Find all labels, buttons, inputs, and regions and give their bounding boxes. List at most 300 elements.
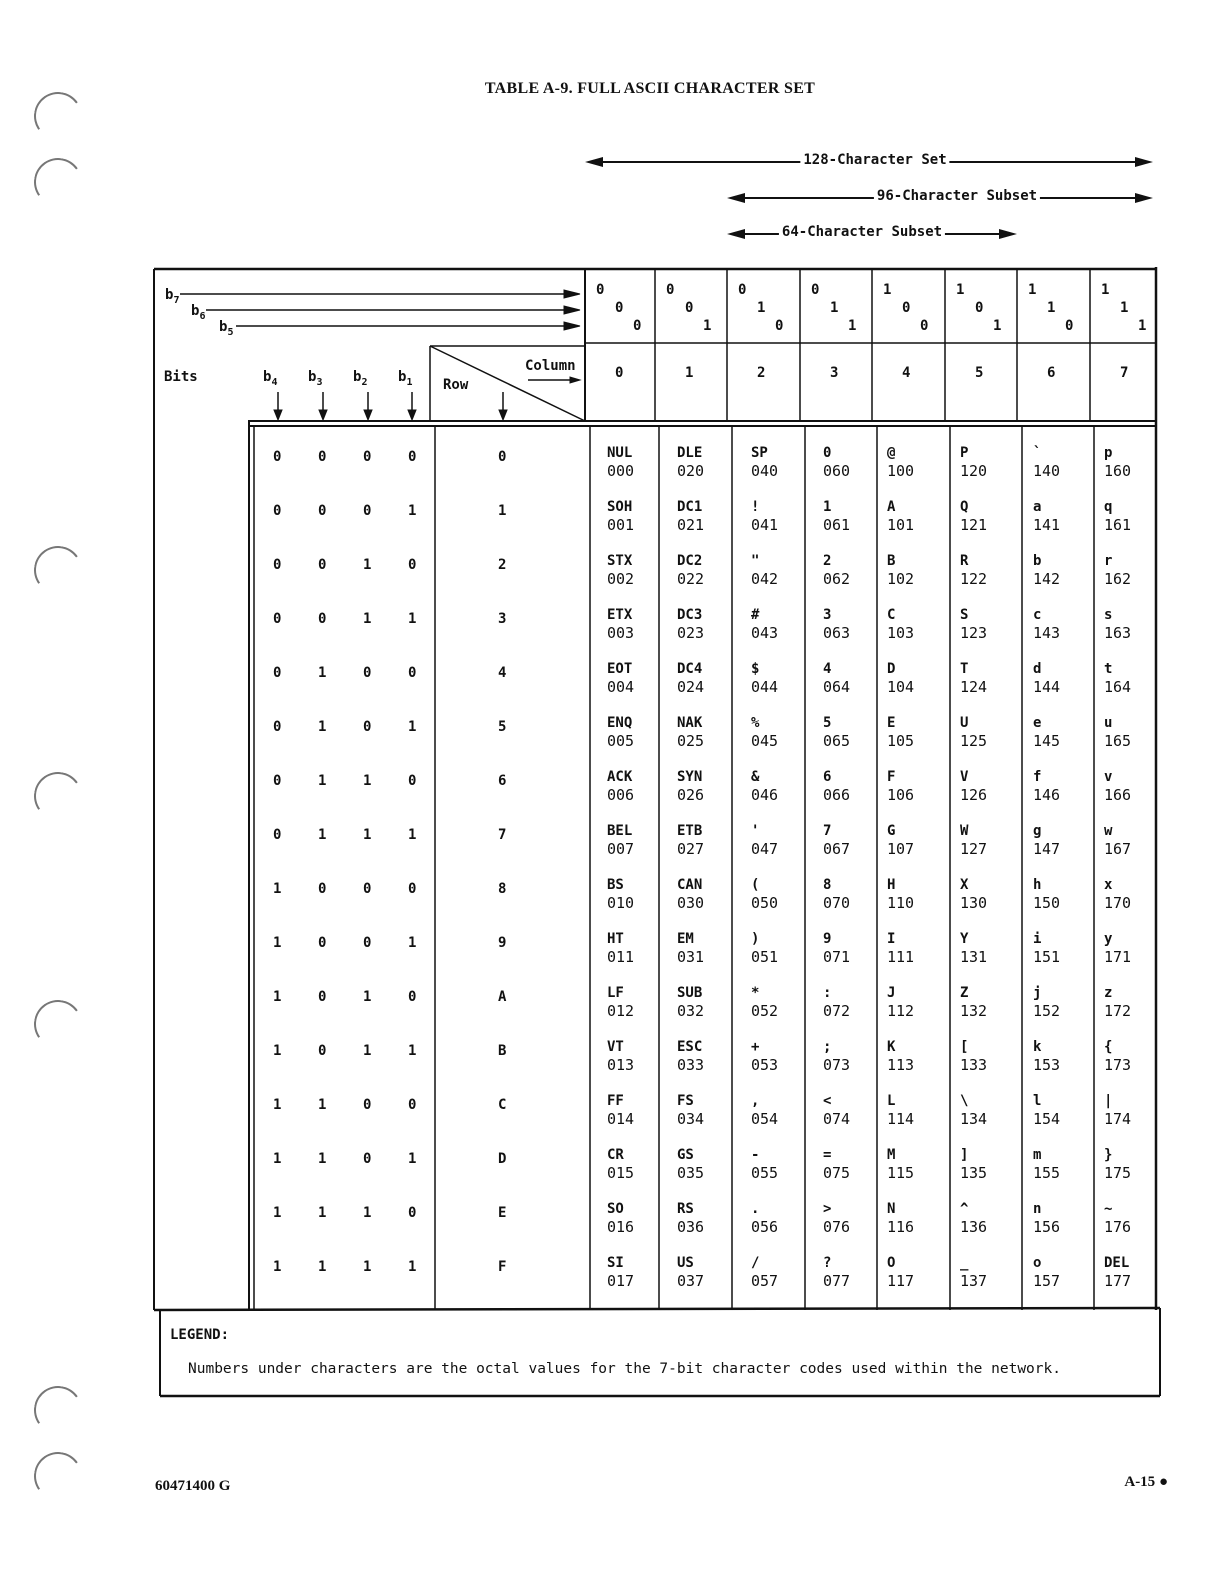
char-cell <box>1033 1200 1060 1236</box>
row-bit: 0 <box>363 1151 372 1167</box>
char-octal: 141 <box>1033 516 1061 534</box>
char-cell <box>823 876 850 912</box>
char-octal: 033 <box>677 1056 705 1074</box>
char-octal: 174 <box>1104 1110 1132 1128</box>
char-octal: 132 <box>960 1002 988 1020</box>
char-octal: 021 <box>677 516 705 534</box>
char-cell <box>887 660 914 696</box>
char-octal: 044 <box>751 678 779 696</box>
char-cell <box>823 1254 850 1290</box>
char-symbol: < <box>823 1093 832 1109</box>
char-cell <box>1033 876 1060 912</box>
char-octal: 003 <box>607 624 635 642</box>
char-symbol: G <box>887 823 896 839</box>
char-symbol: @ <box>887 445 896 461</box>
char-octal: 135 <box>960 1164 988 1182</box>
char-octal: 065 <box>823 732 851 750</box>
row-bit: 0 <box>273 503 282 519</box>
char-octal: 136 <box>960 1218 988 1236</box>
row-bit: 1 <box>273 881 282 897</box>
row-bit: 0 <box>273 827 282 843</box>
char-symbol: EM <box>677 931 694 947</box>
char-octal: 167 <box>1104 840 1132 858</box>
column-number: 2 <box>757 365 766 381</box>
char-cell <box>1104 498 1131 534</box>
row-bit: 1 <box>318 773 327 789</box>
char-symbol: O <box>887 1255 896 1271</box>
char-octal: 020 <box>677 462 705 480</box>
char-octal: 173 <box>1104 1056 1132 1074</box>
char-octal: 024 <box>677 678 705 696</box>
char-symbol: ( <box>751 877 760 893</box>
char-octal: 177 <box>1104 1272 1132 1290</box>
char-symbol: SOH <box>607 499 633 515</box>
row-bit: 1 <box>408 1259 417 1275</box>
column-bit-b5: 0 <box>1065 318 1074 334</box>
char-octal: 145 <box>1033 732 1061 750</box>
char-cell <box>887 1092 914 1128</box>
char-octal: 150 <box>1033 894 1061 912</box>
char-symbol: F <box>887 769 896 785</box>
char-symbol: 5 <box>823 715 832 731</box>
char-octal: 123 <box>960 624 988 642</box>
char-symbol: W <box>960 823 969 839</box>
char-octal: 100 <box>887 462 915 480</box>
char-symbol: m <box>1033 1147 1042 1163</box>
char-octal: 152 <box>1033 1002 1061 1020</box>
char-symbol: / <box>751 1255 760 1271</box>
char-cell <box>751 1092 778 1128</box>
char-symbol: SP <box>751 445 768 461</box>
char-symbol: u <box>1104 715 1113 731</box>
row-bit: 0 <box>273 449 282 465</box>
row-bit: 0 <box>273 665 282 681</box>
column-bit-b5: 1 <box>1138 318 1147 334</box>
char-cell <box>751 1254 778 1290</box>
row-bit: 1 <box>273 1205 282 1221</box>
char-cell <box>1104 1146 1131 1182</box>
column-number: 5 <box>975 365 984 381</box>
char-symbol: q <box>1104 499 1113 515</box>
char-cell <box>677 1146 704 1182</box>
char-symbol: ; <box>823 1039 832 1055</box>
row-bit: 1 <box>318 1259 327 1275</box>
row-bit: 0 <box>273 719 282 735</box>
char-symbol: _ <box>960 1255 969 1271</box>
char-octal: 121 <box>960 516 988 534</box>
char-octal: 133 <box>960 1056 988 1074</box>
char-symbol: EOT <box>607 661 633 677</box>
column-bit-b5: 0 <box>633 318 642 334</box>
char-octal: 157 <box>1033 1272 1061 1290</box>
char-cell <box>677 1038 704 1074</box>
char-octal: 043 <box>751 624 779 642</box>
char-octal: 041 <box>751 516 779 534</box>
char-octal: 144 <box>1033 678 1061 696</box>
char-cell <box>887 606 914 642</box>
char-cell <box>751 714 778 750</box>
char-octal: 151 <box>1033 948 1061 966</box>
column-bit-b7: 1 <box>956 282 965 298</box>
char-cell <box>751 552 778 588</box>
char-octal: 071 <box>823 948 851 966</box>
char-cell <box>677 714 704 750</box>
row-bit: 0 <box>363 449 372 465</box>
row-bit: 1 <box>273 935 282 951</box>
char-octal: 107 <box>887 840 915 858</box>
char-octal: 037 <box>677 1272 705 1290</box>
row-bit: 1 <box>318 827 327 843</box>
char-cell <box>1033 552 1060 588</box>
column-number: 1 <box>685 365 694 381</box>
char-octal: 010 <box>607 894 635 912</box>
char-symbol: l <box>1033 1093 1042 1109</box>
char-symbol: A <box>887 499 896 515</box>
char-octal: 161 <box>1104 516 1132 534</box>
char-symbol: a <box>1033 499 1042 515</box>
char-cell <box>1033 1254 1060 1290</box>
char-cell <box>1104 1038 1131 1074</box>
char-cell <box>607 1200 634 1236</box>
char-symbol: SI <box>607 1255 624 1271</box>
char-cell <box>751 768 778 804</box>
char-symbol: FF <box>607 1093 624 1109</box>
char-symbol: ENQ <box>607 715 633 731</box>
char-cell <box>887 984 914 1020</box>
char-octal: 040 <box>751 462 779 480</box>
column-bit-b7: 0 <box>738 282 747 298</box>
char-octal: 056 <box>751 1218 779 1236</box>
char-octal: 113 <box>887 1056 915 1074</box>
column-bit-b7: 1 <box>1101 282 1110 298</box>
char-octal: 022 <box>677 570 705 588</box>
char-octal: 131 <box>960 948 988 966</box>
char-octal: 027 <box>677 840 705 858</box>
char-octal: 142 <box>1033 570 1061 588</box>
row-bit: 1 <box>408 719 417 735</box>
row-bit: 1 <box>273 1151 282 1167</box>
char-octal: 073 <box>823 1056 851 1074</box>
char-octal: 165 <box>1104 732 1132 750</box>
char-symbol: % <box>751 715 760 731</box>
char-octal: 176 <box>1104 1218 1132 1236</box>
char-symbol: k <box>1033 1039 1042 1055</box>
subset-96-label: 96-Character Subset <box>874 188 1040 204</box>
char-cell <box>1033 984 1060 1020</box>
char-symbol: n <box>1033 1201 1042 1217</box>
char-symbol: } <box>1104 1147 1113 1163</box>
char-symbol: f <box>1033 769 1042 785</box>
char-symbol: + <box>751 1039 760 1055</box>
char-octal: 067 <box>823 840 851 858</box>
row-bit: 1 <box>363 1043 372 1059</box>
char-cell <box>887 714 914 750</box>
column-bit-b5: 1 <box>848 318 857 334</box>
row-bit: 1 <box>363 773 372 789</box>
b1-label: $b_1$ <box>398 369 413 388</box>
char-octal: 147 <box>1033 840 1061 858</box>
row-bit: 0 <box>363 719 372 735</box>
char-octal: 032 <box>677 1002 705 1020</box>
char-symbol: 7 <box>823 823 832 839</box>
char-cell <box>607 444 634 480</box>
column-bit-b6: 0 <box>685 300 694 316</box>
char-cell <box>823 714 850 750</box>
char-cell <box>677 606 704 642</box>
char-octal: 127 <box>960 840 988 858</box>
char-cell <box>960 930 987 966</box>
char-symbol: 6 <box>823 769 832 785</box>
row-bit: 1 <box>363 557 372 573</box>
char-octal: 075 <box>823 1164 851 1182</box>
char-symbol: N <box>887 1201 896 1217</box>
char-cell <box>751 498 778 534</box>
char-octal: 051 <box>751 948 779 966</box>
char-cell <box>823 822 850 858</box>
char-cell <box>887 876 914 912</box>
char-symbol: ) <box>751 931 760 947</box>
row-bit: 0 <box>408 557 417 573</box>
b5-label: $b_5$ <box>219 319 234 338</box>
char-octal: 052 <box>751 1002 779 1020</box>
char-octal: 031 <box>677 948 705 966</box>
char-cell <box>887 1146 914 1182</box>
char-cell <box>1104 1254 1131 1290</box>
char-cell <box>1033 444 1060 480</box>
column-bit-b6: 0 <box>615 300 624 316</box>
char-octal: 062 <box>823 570 851 588</box>
char-cell <box>677 1200 704 1236</box>
char-cell <box>1104 552 1131 588</box>
row-number: 7 <box>498 827 507 843</box>
char-octal: 015 <box>607 1164 635 1182</box>
char-cell <box>1033 606 1060 642</box>
row-bit: 0 <box>408 665 417 681</box>
char-octal: 034 <box>677 1110 705 1128</box>
char-octal: 104 <box>887 678 915 696</box>
char-cell <box>677 984 704 1020</box>
char-octal: 163 <box>1104 624 1132 642</box>
char-octal: 153 <box>1033 1056 1061 1074</box>
char-symbol: V <box>960 769 969 785</box>
char-cell <box>887 1200 914 1236</box>
char-octal: 130 <box>960 894 988 912</box>
row-number: 3 <box>498 611 507 627</box>
char-cell <box>607 876 634 912</box>
char-symbol: - <box>751 1147 760 1163</box>
column-bit-b5: 0 <box>920 318 929 334</box>
char-octal: 023 <box>677 624 705 642</box>
char-cell <box>607 660 634 696</box>
char-octal: 014 <box>607 1110 635 1128</box>
char-cell <box>823 660 850 696</box>
char-cell <box>960 660 987 696</box>
row-bit: 0 <box>408 1097 417 1113</box>
char-octal: 061 <box>823 516 851 534</box>
column-bit-b6: 1 <box>757 300 766 316</box>
char-symbol: C <box>887 607 896 623</box>
row-bit: 1 <box>273 989 282 1005</box>
char-cell <box>1033 930 1060 966</box>
char-cell <box>823 1146 850 1182</box>
char-symbol: i <box>1033 931 1042 947</box>
char-cell <box>607 552 634 588</box>
b6-label: $b_6$ <box>191 303 206 322</box>
char-cell <box>677 822 704 858</box>
char-cell <box>607 984 634 1020</box>
row-number: 8 <box>498 881 507 897</box>
char-octal: 013 <box>607 1056 635 1074</box>
char-symbol: & <box>751 769 760 785</box>
char-octal: 012 <box>607 1002 635 1020</box>
char-octal: 166 <box>1104 786 1132 804</box>
char-octal: 125 <box>960 732 988 750</box>
char-cell <box>607 606 634 642</box>
column-number: 7 <box>1120 365 1129 381</box>
char-cell <box>823 498 850 534</box>
row-bit: 0 <box>273 557 282 573</box>
char-octal: 064 <box>823 678 851 696</box>
char-cell <box>887 930 914 966</box>
row-bit: 0 <box>318 611 327 627</box>
char-cell <box>887 552 914 588</box>
char-cell <box>823 552 850 588</box>
char-octal: 006 <box>607 786 635 804</box>
char-cell <box>677 444 704 480</box>
char-symbol: D <box>887 661 896 677</box>
char-symbol: 8 <box>823 877 832 893</box>
char-octal: 035 <box>677 1164 705 1182</box>
char-cell <box>1033 1146 1060 1182</box>
char-cell <box>1033 498 1060 534</box>
char-octal: 143 <box>1033 624 1061 642</box>
char-symbol: HT <box>607 931 624 947</box>
char-octal: 077 <box>823 1272 851 1290</box>
char-symbol: VT <box>607 1039 624 1055</box>
char-cell <box>887 1254 914 1290</box>
table-title: TABLE A-9. FULL ASCII CHARACTER SET <box>484 80 816 97</box>
char-symbol: = <box>823 1147 832 1163</box>
char-symbol: ^ <box>960 1201 969 1217</box>
char-symbol: NAK <box>677 715 703 731</box>
b4-label: $b_4$ <box>263 369 278 388</box>
b7-label: $b_7$ <box>165 287 180 306</box>
char-symbol: 4 <box>823 661 832 677</box>
char-cell <box>751 984 778 1020</box>
char-cell <box>960 1200 987 1236</box>
row-bit: 0 <box>363 665 372 681</box>
char-symbol: p <box>1104 445 1113 461</box>
char-symbol: | <box>1104 1093 1113 1109</box>
char-octal: 105 <box>887 732 915 750</box>
column-label: Column <box>525 358 576 374</box>
char-cell <box>887 444 914 480</box>
char-cell <box>751 444 778 480</box>
char-symbol: v <box>1104 769 1113 785</box>
char-octal: 057 <box>751 1272 779 1290</box>
column-bit-b7: 0 <box>666 282 675 298</box>
char-cell <box>1104 984 1131 1020</box>
char-cell <box>1104 768 1131 804</box>
char-symbol: ! <box>751 499 760 515</box>
char-octal: 036 <box>677 1218 705 1236</box>
char-octal: 120 <box>960 462 988 480</box>
char-symbol: Z <box>960 985 969 1001</box>
row-bit: 0 <box>363 1097 372 1113</box>
row-bit: 0 <box>408 881 417 897</box>
legend-text: Numbers under characters are the octal values for the 7-bit character codes used within the network. <box>188 1361 1061 1377</box>
char-symbol: Y <box>960 931 969 947</box>
char-symbol: SYN <box>677 769 703 785</box>
char-symbol: y <box>1104 931 1113 947</box>
row-number: 2 <box>498 557 507 573</box>
char-cell <box>751 930 778 966</box>
row-number: A <box>498 989 507 1005</box>
char-symbol: K <box>887 1039 896 1055</box>
char-cell <box>960 768 987 804</box>
char-octal: 025 <box>677 732 705 750</box>
char-symbol: P <box>960 445 969 461</box>
page-number <box>1124 1474 1168 1491</box>
char-symbol: DC4 <box>677 661 703 677</box>
row-bit: 1 <box>318 719 327 735</box>
page-number-text: A-15 <box>1124 1474 1156 1490</box>
char-octal: 160 <box>1104 462 1132 480</box>
char-cell <box>960 606 987 642</box>
char-symbol: ' <box>751 823 760 839</box>
row-bit: 0 <box>318 989 327 1005</box>
char-cell <box>1104 606 1131 642</box>
column-bit-b6: 0 <box>902 300 911 316</box>
char-symbol: j <box>1033 985 1042 1001</box>
char-cell <box>677 498 704 534</box>
char-octal: 106 <box>887 786 915 804</box>
char-symbol: DC2 <box>677 553 703 569</box>
column-bit-b6: 1 <box>1120 300 1129 316</box>
char-symbol: L <box>887 1093 896 1109</box>
column-bit-b5: 1 <box>993 318 1002 334</box>
char-symbol: J <box>887 985 896 1001</box>
char-octal: 026 <box>677 786 705 804</box>
row-bit: 0 <box>318 503 327 519</box>
char-symbol: M <box>887 1147 896 1163</box>
char-cell <box>751 876 778 912</box>
row-number: F <box>498 1259 507 1275</box>
column-bit-b7: 1 <box>883 282 892 298</box>
row-bit: 1 <box>363 989 372 1005</box>
char-symbol: H <box>887 877 896 893</box>
char-cell <box>1104 876 1131 912</box>
char-symbol: X <box>960 877 969 893</box>
row-number: B <box>498 1043 507 1059</box>
char-symbol: x <box>1104 877 1113 893</box>
char-octal: 164 <box>1104 678 1132 696</box>
char-octal: 112 <box>887 1002 915 1020</box>
char-cell <box>607 930 634 966</box>
char-octal: 046 <box>751 786 779 804</box>
char-octal: 007 <box>607 840 635 858</box>
char-octal: 000 <box>607 462 635 480</box>
char-cell <box>1104 1092 1131 1128</box>
char-octal: 066 <box>823 786 851 804</box>
char-cell <box>1033 714 1060 750</box>
char-octal: 122 <box>960 570 988 588</box>
char-symbol: o <box>1033 1255 1042 1271</box>
char-symbol: d <box>1033 661 1042 677</box>
char-cell <box>960 1254 987 1290</box>
char-cell <box>960 552 987 588</box>
char-octal: 017 <box>607 1272 635 1290</box>
